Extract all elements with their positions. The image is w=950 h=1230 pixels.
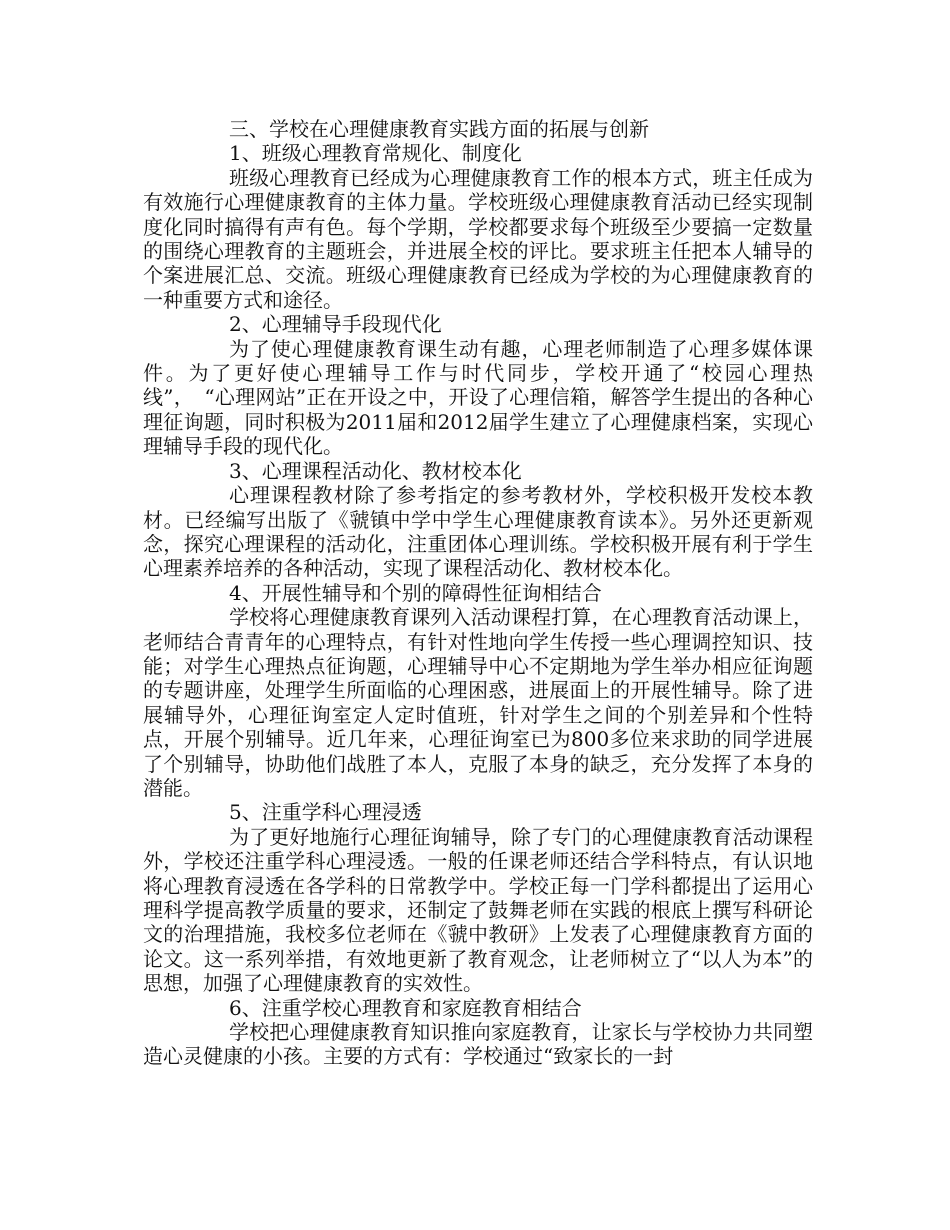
document-page — [143, 117, 813, 1069]
subsection-heading-3: 3、心理课程活动化、教材校本化 — [229, 458, 522, 483]
paragraph-2: 为了使心理健康教育课生动有趣，心理老师制造了心理多媒体课件。为了更好使心理辅导工作与时代同步，学校开通了“校园心理热线”， “心理网站”正在开设之中，开设了心理信箱，解答学生提出的各种心理征询题，同时积极为2011届和2012届学生建立了心理健康档案，实现心理辅导手段的现代化。 — [143, 336, 813, 459]
paragraph-5: 为了更好地施行心理征询辅导，除了专门的心理健康教育活动课程外，学校还注重学科心理浸透。一般的任课老师还结合学科特点，有认识地将心理教育浸透在各学科的日常教学中。学校正每一门学科都提出了运用心理科学提高教学质量的要求，还制定了鼓舞老师在实践的根底上撰写科研论文的治理措施，我校多位老师在《虢中教研》上发表了心理健康教育方面的论文。这一系列举措，有效地更新了教育观念，让老师树立了“以人为本”的思想，加强了心理健康教育的实效性。 — [143, 824, 813, 996]
subsection-heading-1: 1、班级心理教育常规化、制度化 — [229, 141, 522, 166]
subsection-heading-5: 5、注重学科心理浸透 — [229, 800, 422, 825]
subsection-heading-2: 2、心理辅导手段现代化 — [229, 312, 442, 337]
paragraph-6: 学校把心理健康教育知识推向家庭教育，让家长与学校协力共同塑造心灵健康的小孩。主要的方式有：学校通过“致家长的一封 — [143, 1020, 813, 1069]
paragraph-1: 班级心理教育已经成为心理健康教育工作的根本方式，班主任成为有效施行心理健康教育的主体力量。学校班级心理健康教育活动已经实现制度化同时搞得有声有色。每个学期，学校都要求每个班级至少要搞一定数量的围绕心理教育的主题班会，并进展全校的评比。要求班主任把本人辅导的个案进展汇总、交流。班级心理健康教育已经成为学校的为心理健康教育的一种重要方式和途径。 — [143, 165, 813, 312]
paragraph-4: 学校将心理健康教育课列入活动课程打算，在心理教育活动课上，老师结合青青年的心理特点，有针对性地向学生传授一些心理调控知识、技能；对学生心理热点征询题，心理辅导中心不定期地为学生举办相应征询题的专题讲座，处理学生所面临的心理困惑，进展面上的开展性辅导。除了进展辅导外，心理征询室定人定时值班，针对学生之间的个别差异和个性特点，开展个别辅导。近几年来，心理征询室已为800多位来求助的同学进展了个别辅导，协助他们战胜了本人，克服了本身的缺乏，充分发挥了本身的潜能。 — [143, 605, 813, 800]
section-heading: 三、学校在心理健康教育实践方面的拓展与创新 — [229, 117, 649, 141]
paragraph-3: 心理课程教材除了参考指定的参考教材外，学校积极开发校本教材。已经编写出版了《虢镇中学中学生心理健康教育读本》。另外还更新观念，探究心理课程的活动化，注重团体心理训练。学校积极开展有利于学生心理素养培养的各种活动，实现了课程活动化、教材校本化。 — [143, 483, 813, 581]
subsection-heading-6: 6、注重学校心理教育和家庭教育相结合 — [229, 995, 582, 1020]
subsection-heading-4: 4、开展性辅导和个别的障碍性征询相结合 — [229, 580, 602, 605]
